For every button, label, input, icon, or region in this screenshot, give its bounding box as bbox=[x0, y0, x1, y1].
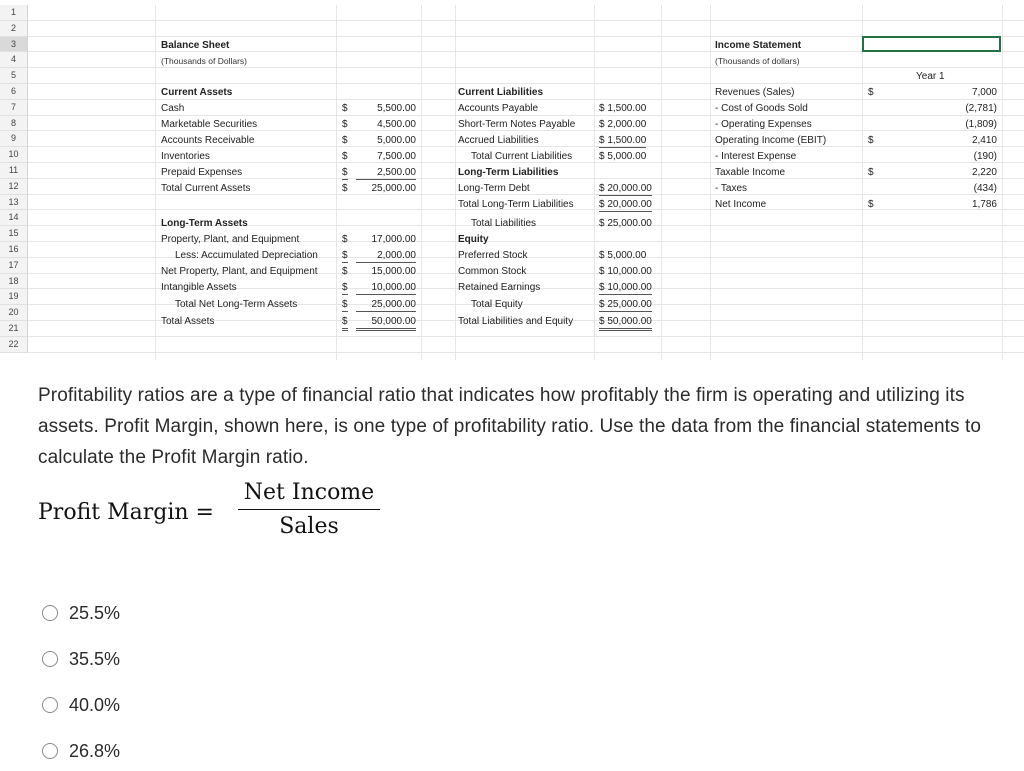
row-number: 2 bbox=[0, 21, 27, 37]
radio-button-icon[interactable] bbox=[42, 697, 58, 713]
dollar-sign: $ bbox=[342, 282, 348, 293]
dollar-sign: $ bbox=[342, 315, 348, 331]
dollar-sign: $ bbox=[342, 103, 348, 114]
row-number: 22 bbox=[0, 337, 27, 353]
dollar-sign: $ bbox=[342, 266, 348, 277]
dollar-sign: $ bbox=[342, 135, 348, 146]
liability-label: Accounts Payable bbox=[458, 103, 539, 114]
equity-label: Preferred Stock bbox=[458, 250, 528, 261]
equity-label: Common Stock bbox=[458, 266, 527, 277]
choice-label: 35.5% bbox=[69, 648, 121, 669]
income-value: (1,809) bbox=[965, 119, 997, 130]
current-liabilities-header: Current Liabilities bbox=[458, 87, 544, 98]
equity-value: $ 25,000.00 bbox=[599, 299, 652, 310]
income-label: - Cost of Goods Sold bbox=[715, 103, 808, 114]
equity-value: $ 5,000.00 bbox=[599, 250, 647, 261]
row-number: 20 bbox=[0, 305, 27, 321]
row-number: 13 bbox=[0, 195, 27, 211]
liability-value: $ 2,000.00 bbox=[599, 119, 647, 130]
liability-label: Total Current Liabilities bbox=[471, 151, 573, 162]
row-number: 16 bbox=[0, 242, 27, 258]
dollar-sign: $ bbox=[342, 299, 348, 310]
row-number: 5 bbox=[0, 68, 27, 84]
income-label: - Taxes bbox=[715, 183, 748, 194]
dollar-sign: $ bbox=[342, 183, 348, 194]
liability-value: $ 1,500.00 bbox=[599, 135, 647, 146]
equity-label: Retained Earnings bbox=[458, 282, 541, 293]
asset-value: 25,000.00 bbox=[356, 298, 416, 312]
radio-button-icon[interactable] bbox=[42, 743, 58, 759]
row-number-column bbox=[0, 5, 28, 353]
liability-label: Short-Term Notes Payable bbox=[458, 119, 576, 130]
year-header: Year 1 bbox=[916, 71, 945, 82]
liability-label: Total Liabilities bbox=[471, 218, 537, 229]
dollar-sign: $ bbox=[868, 135, 874, 146]
asset-label: Accounts Receivable bbox=[161, 135, 255, 146]
income-statement-units: (Thousands of dollars) bbox=[715, 56, 800, 66]
asset-label: Prepaid Expenses bbox=[161, 167, 243, 178]
row-number: 6 bbox=[0, 84, 27, 100]
row-number: 4 bbox=[0, 52, 27, 68]
row-number: 1 bbox=[0, 5, 27, 21]
income-value: 7,000 bbox=[971, 87, 997, 98]
dollar-sign: $ bbox=[342, 167, 348, 178]
dollar-sign: $ bbox=[868, 167, 874, 178]
row-number: 21 bbox=[0, 321, 27, 337]
equity-value: $ 10,000.00 bbox=[599, 266, 652, 277]
asset-label: Property, Plant, and Equipment bbox=[161, 234, 300, 245]
answer-choice[interactable] bbox=[42, 693, 120, 717]
spreadsheet-screenshot bbox=[0, 0, 1024, 365]
asset-label: Marketable Securities bbox=[161, 119, 258, 130]
radio-button-icon[interactable] bbox=[42, 651, 58, 667]
liability-value: $ 25,000.00 bbox=[599, 218, 652, 229]
balance-sheet-title: Balance Sheet bbox=[161, 40, 230, 51]
row-number: 15 bbox=[0, 226, 27, 242]
liability-value: $ 20,000.00 bbox=[599, 183, 652, 194]
dollar-sign: $ bbox=[342, 119, 348, 130]
income-value: 2,410 bbox=[971, 135, 997, 146]
asset-label: Net Property, Plant, and Equipment bbox=[161, 266, 318, 277]
radio-button-icon[interactable] bbox=[42, 605, 58, 621]
dollar-sign: $ bbox=[342, 234, 348, 245]
row-number: 7 bbox=[0, 100, 27, 116]
asset-value: 17,000.00 bbox=[371, 234, 416, 245]
formula-fraction bbox=[238, 480, 380, 539]
asset-value: 25,000.00 bbox=[371, 183, 416, 194]
income-label: - Interest Expense bbox=[715, 151, 797, 162]
asset-label: Less: Accumulated Depreciation bbox=[175, 250, 318, 261]
asset-label: Intangible Assets bbox=[161, 282, 237, 293]
equity-label: Total Equity bbox=[471, 299, 523, 310]
equity-value: $ 10,000.00 bbox=[599, 282, 652, 293]
dollar-sign: $ bbox=[342, 250, 348, 261]
row-number: 19 bbox=[0, 289, 27, 305]
income-value: (434) bbox=[973, 183, 997, 194]
dollar-sign: $ bbox=[342, 151, 348, 162]
income-value: 2,220 bbox=[971, 167, 997, 178]
formula-numerator: Net Income bbox=[238, 480, 380, 510]
income-value: (2,781) bbox=[965, 103, 997, 114]
asset-value: 2,000.00 bbox=[356, 249, 416, 263]
asset-label: Cash bbox=[161, 103, 185, 114]
answer-choice[interactable] bbox=[42, 601, 120, 625]
question-text: Profitability ratios are a type of financial ratio that indicates how profitably the firm is operating and utilizing its assets. Profit Margin, shown here, is one type of profitability ratio. Use the data from the financial statements to calculate the Profit Margin ratio. bbox=[38, 385, 982, 468]
answer-choice[interactable] bbox=[42, 647, 120, 671]
asset-value: 5,000.00 bbox=[377, 135, 416, 146]
row-number: 14 bbox=[0, 210, 27, 226]
choice-label: 25.5% bbox=[69, 602, 121, 623]
liability-label: Accrued Liabilities bbox=[458, 135, 539, 146]
row-number: 12 bbox=[0, 179, 27, 195]
row-number: 10 bbox=[0, 147, 27, 163]
asset-value: 5,500.00 bbox=[377, 103, 416, 114]
asset-label: Total Net Long-Term Assets bbox=[175, 299, 298, 310]
liability-value: $ 5,000.00 bbox=[599, 151, 647, 162]
balance-sheet-units: (Thousands of Dollars) bbox=[161, 56, 247, 66]
asset-value: 4,500.00 bbox=[377, 119, 416, 130]
income-value: (190) bbox=[973, 151, 997, 162]
income-statement-title: Income Statement bbox=[715, 40, 802, 51]
formula-denominator: Sales bbox=[279, 514, 339, 539]
liability-value: $ 1,500.00 bbox=[599, 103, 647, 114]
income-label: Revenues (Sales) bbox=[715, 87, 795, 98]
row-number: 8 bbox=[0, 116, 27, 132]
equity-value: $ 50,000.00 bbox=[599, 315, 652, 331]
income-label: Net Income bbox=[715, 199, 767, 210]
liability-label: Total Long-Term Liabilities bbox=[458, 199, 574, 210]
long-term-liabilities-header: Long-Term Liabilities bbox=[458, 167, 559, 178]
row-number: 9 bbox=[0, 131, 27, 147]
row-number: 18 bbox=[0, 274, 27, 290]
equity-label: Total Liabilities and Equity bbox=[458, 316, 574, 327]
asset-label: Total Assets bbox=[161, 316, 215, 327]
row-number: 17 bbox=[0, 258, 27, 274]
asset-value: 50,000.00 bbox=[356, 315, 416, 331]
liability-value: $ 20,000.00 bbox=[599, 199, 652, 210]
long-term-assets-header: Long-Term Assets bbox=[161, 218, 248, 229]
active-cell[interactable] bbox=[862, 36, 1001, 52]
choice-label: 26.8% bbox=[69, 740, 121, 761]
dollar-sign: $ bbox=[868, 87, 874, 98]
liability-label: Long-Term Debt bbox=[458, 183, 530, 194]
dollar-sign: $ bbox=[868, 199, 874, 210]
row-number: 3 bbox=[0, 37, 27, 53]
income-label: Taxable Income bbox=[715, 167, 786, 178]
income-label: Operating Income (EBIT) bbox=[715, 135, 827, 146]
income-label: - Operating Expenses bbox=[715, 119, 812, 130]
row-number: 11 bbox=[0, 163, 27, 179]
answer-choice[interactable] bbox=[42, 739, 120, 763]
choice-label: 40.0% bbox=[69, 694, 121, 715]
asset-value: 15,000.00 bbox=[371, 266, 416, 277]
current-assets-header: Current Assets bbox=[161, 87, 233, 98]
equity-header: Equity bbox=[458, 234, 489, 245]
income-value: 1,786 bbox=[971, 199, 997, 210]
asset-value: 7,500.00 bbox=[377, 151, 416, 162]
asset-label: Inventories bbox=[161, 151, 210, 162]
asset-value: 10,000.00 bbox=[356, 281, 416, 295]
asset-value: 2,500.00 bbox=[356, 166, 416, 180]
formula-lhs: Profit Margin = bbox=[38, 500, 214, 525]
asset-label: Total Current Assets bbox=[161, 183, 251, 194]
